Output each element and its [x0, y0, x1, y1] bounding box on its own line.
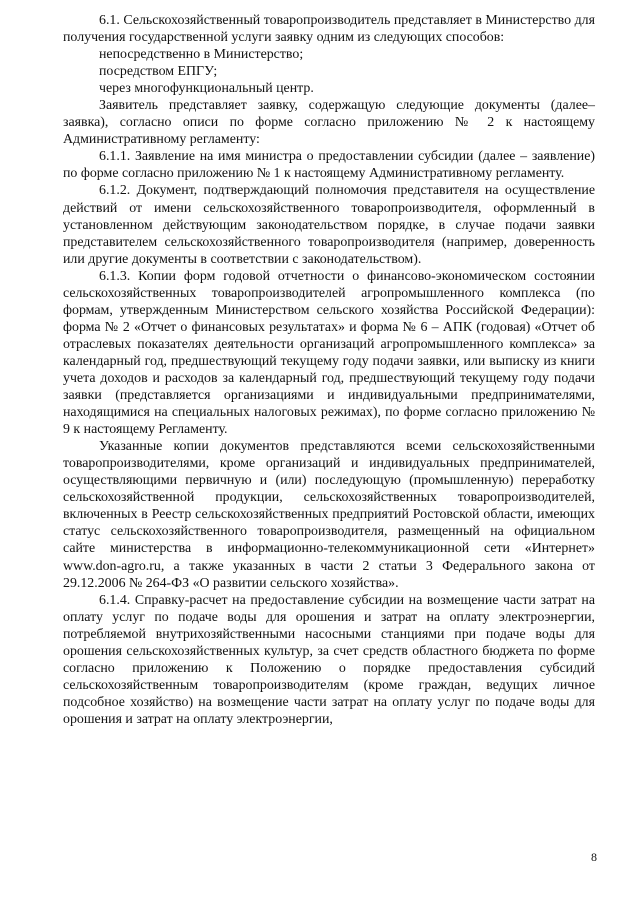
- paragraph-applicant: Заявитель представляет заявку, содержащую следующие документы (далее– заявка), согласно описи по форме согласно приложению № 2 к настоящему Административному регламенту:: [63, 98, 595, 148]
- paragraph-6-1-4: 6.1.4. Справку-расчет на предоставление субсидии на возмещение части затрат на оплату услуг по подаче воды для орошения и затрат на оплату электроэнергии, потребляемой внутрихозяйственными насосными станциями при подаче воды для орошения сельскохозяйственных культур, за счет средств областного бюджета по форме согласно приложению к Положению о порядке предоставления субсидий сельскохозяйственным товаропроизводителям (кроме граждан, ведущих личное подсобное хозяйство) на возмещение части затрат на оплату услуг по подаче воды для орошения и затрат на оплату электроэнергии,: [63, 592, 595, 727]
- document-body: [63, 12, 595, 728]
- paragraph-6-1-2: 6.1.2. Документ, подтверждающий полномочия представителя на осуществление действий от имени сельскохозяйственного товаропроизводителя, оформленный в установленном действующим законодательством порядке, в случае подачи заявки представителем сельскохозяйственного товаропроизводителя (например, доверенность или другие документы в соответствии с законодательством).: [63, 183, 595, 267]
- paragraph-copies-note: Указанные копии документов представляются всеми сельскохозяйственными товаропроизводителями, кроме организаций и индивидуальных предпринимателей, осуществляющими первичную и (или) последующую (промышленную) переработку сельскохозяйственной продукции, сельскохозяйственных товаропроизводителей, включенных в Реестр сельскохозяйственных предприятий Ростовской области, имеющих статус сельскохозяйственного товаропроизводителя, размещенный на официальном сайте министерства в информационно-телекоммуникационной сети «Интернет» www.don-agro.ru, а также указанных в части 2 статьи 3 Федерального закона от 29.12.2006 № 264-ФЗ «О развитии сельского хозяйства».: [63, 439, 595, 591]
- paragraph-6-1-1: 6.1.1. Заявление на имя министра о предоставлении субсидии (далее – заявление) по форме согласно приложению № 1 к настоящему Административному регламенту.: [63, 149, 595, 182]
- list-item-mfc: через многофункциональный центр.: [99, 81, 314, 97]
- paragraph-6-1-3: 6.1.3. Копии форм годовой отчетности о финансово-экономическом состоянии сельскохозяйственных товаропроизводителей агропромышленного комплекса (по формам, утвержденным Министерством сельского хозяйства Российской Федерации): форма № 2 «Отчет о финансовых результатах» и форма № 6 – АПК (годовая) «Отчет об отраслевых показателях деятельности организаций агропромышленного комплекса» за календарный год, предшествующий текущему году подачи заявки, или выписку из книги учета доходов и расходов за календарный год, предшествующий текущему году подачи заявки (представляется организациями и индивидуальными предпринимателями, находящимися на специальных налоговых режимах), по форме согласно приложению № 9 к настоящему Регламенту.: [63, 268, 595, 438]
- list-item-ministry: непосредственно в Министерство;: [99, 47, 304, 63]
- list-item-epgu: посредством ЕПГУ;: [99, 64, 218, 80]
- page-number: 8: [591, 850, 597, 864]
- paragraph-6-1: 6.1. Сельскохозяйственный товаропроизводитель представляет в Министерство для получения государственной услуги заявку одним из следующих способов:: [63, 13, 595, 46]
